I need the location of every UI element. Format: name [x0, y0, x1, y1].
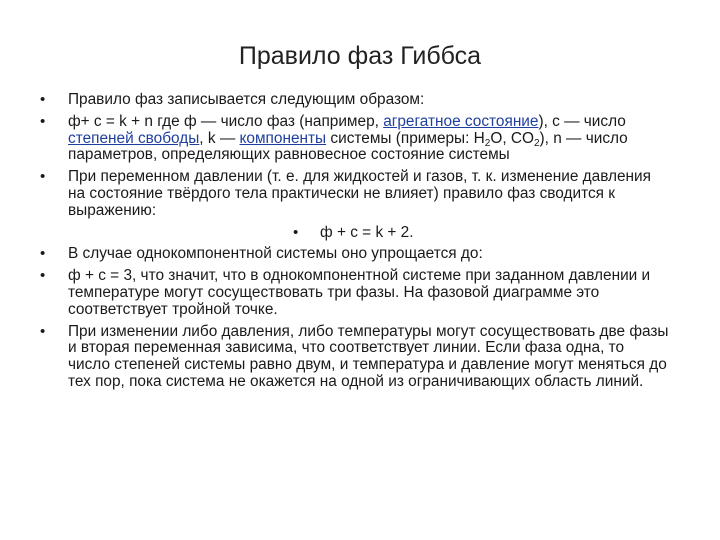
subscript: 2: [533, 137, 540, 149]
bullet-item: [40, 114, 670, 164]
bullet-text: При изменении либо давления, либо температуры могут сосуществовать две фазы и вторая переменная зависима, что соответствует линии. Если фаза одна, то число степеней системы равно двум, и температура и давление могут меняться до тех пор, пока система не окажется на одной из ограничивающих область линий.: [68, 322, 669, 390]
bullet-list: [40, 92, 670, 396]
bullet-text: системы (примеры: H: [326, 129, 485, 147]
formula-item: [40, 225, 670, 242]
bullet-item: [40, 268, 670, 318]
link-components[interactable]: компоненты: [239, 129, 327, 147]
bullet-text: В случае однокомпонентной системы оно упрощается до:: [68, 245, 483, 263]
bullet-item: [40, 324, 670, 391]
bullet-text: , k —: [199, 129, 240, 147]
bullet-text: Правило фаз записывается следующим образом:: [68, 91, 425, 108]
bullet-item: [40, 92, 670, 109]
bullet-text: ), с — число: [538, 112, 626, 130]
bullet-text: ф + с = 3, что значит, что в однокомпонентной системе при заданном давлении и температуре могут сосуществовать три фазы. На фазовой диаграмме это соответствует тройной точке.: [68, 267, 651, 318]
bullet-text: При переменном давлении (т. е. для жидкостей и газов, т. к. изменение давления на состояние твёрдого тела практически не влияет) правило фаз сводится к выражению:: [68, 168, 651, 219]
bullet-item: [40, 246, 670, 263]
link-degrees-of-freedom[interactable]: степеней свободы: [68, 129, 200, 147]
formula-text: ф + с = k + 2.: [320, 223, 414, 241]
bullet-text: ф+ с = k + n где ф — число фаз (например,: [68, 112, 384, 130]
subscript: 2: [484, 137, 491, 149]
bullet-text: ), n — число параметров, определяющих равновесное состояние системы: [68, 129, 628, 164]
bullet-text: O, CO: [490, 129, 534, 147]
slide-title: Правило фаз Гиббса: [238, 42, 482, 70]
bullet-item: [40, 169, 670, 219]
link-aggregate-state[interactable]: агрегатное состояние: [383, 112, 539, 130]
